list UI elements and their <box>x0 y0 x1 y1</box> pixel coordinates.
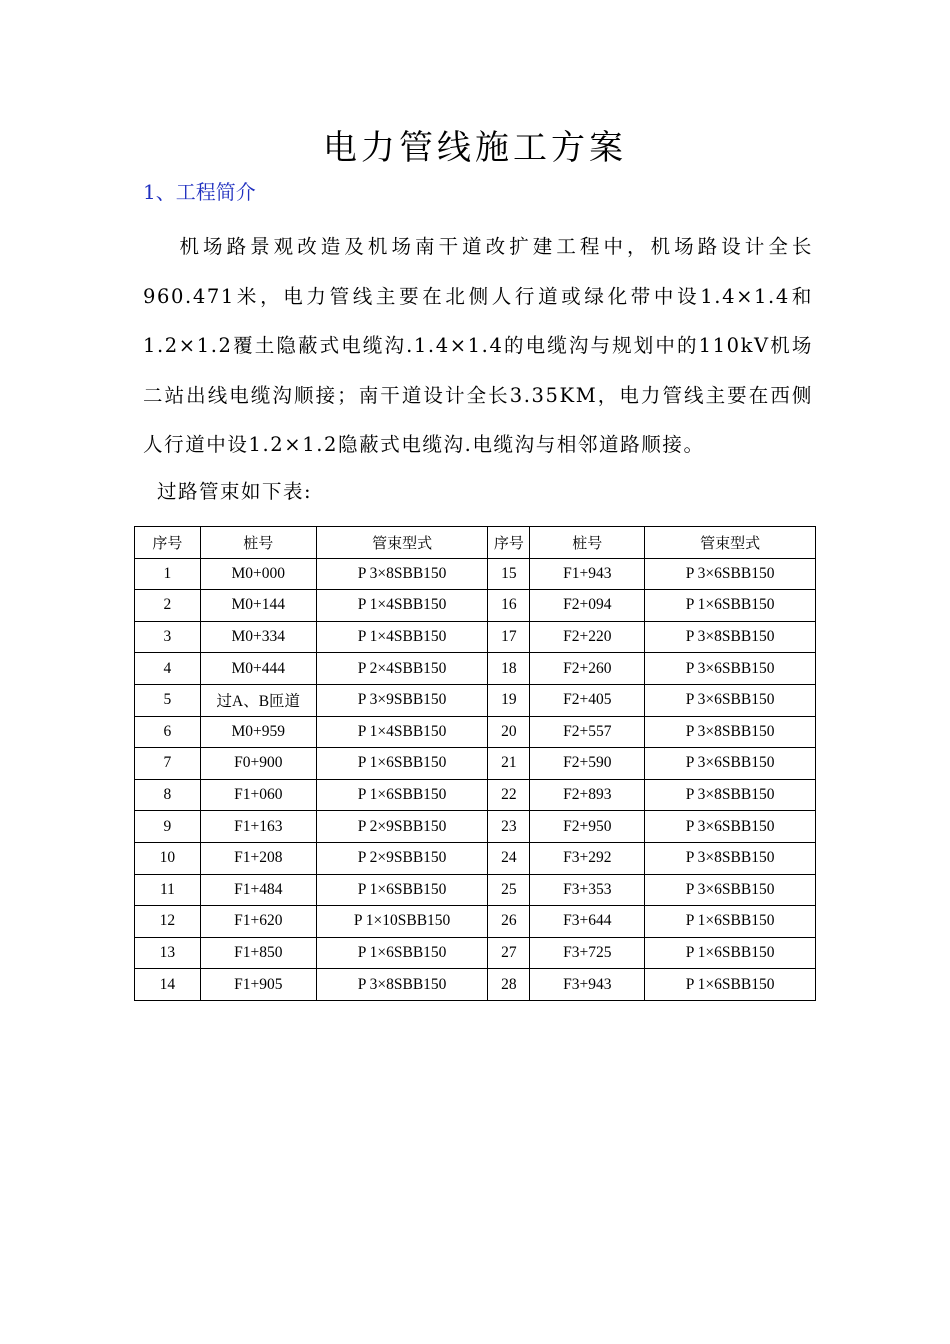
cell-duct-type: P 3×6SBB150 <box>645 653 816 685</box>
cell-duct-type: P 1×6SBB150 <box>645 937 816 969</box>
cell-duct-type: P 2×4SBB150 <box>316 653 488 685</box>
cell-seq: 11 <box>135 874 201 906</box>
table-body <box>135 558 816 1000</box>
cell-station: M0+000 <box>200 558 316 590</box>
table-intro: 过路管束如下表: <box>157 480 313 503</box>
cell-seq: 15 <box>488 558 530 590</box>
cell-duct-type: P 1×4SBB150 <box>316 590 488 622</box>
cell-seq: 24 <box>488 842 530 874</box>
cell-station: M0+444 <box>200 653 316 685</box>
cell-duct-type: P 3×6SBB150 <box>645 811 816 843</box>
cell-seq: 16 <box>488 590 530 622</box>
table-row <box>135 748 816 780</box>
cell-station: F2+405 <box>530 684 645 716</box>
cell-station: F1+484 <box>200 874 316 906</box>
cell-seq: 6 <box>135 716 201 748</box>
cell-duct-type: P 1×6SBB150 <box>645 590 816 622</box>
cell-station: F1+905 <box>200 969 316 1001</box>
cell-seq: 12 <box>135 906 201 938</box>
cell-station: F2+220 <box>530 621 645 653</box>
cell-duct-type: P 3×8SBB150 <box>645 779 816 811</box>
cell-seq: 27 <box>488 937 530 969</box>
cell-duct-type: P 1×6SBB150 <box>316 937 488 969</box>
cell-duct-type: P 3×6SBB150 <box>645 874 816 906</box>
cell-seq: 8 <box>135 779 201 811</box>
cell-seq: 2 <box>135 590 201 622</box>
table-row <box>135 558 816 590</box>
cell-seq: 17 <box>488 621 530 653</box>
cell-station: F1+208 <box>200 842 316 874</box>
cell-station: M0+959 <box>200 716 316 748</box>
cell-seq: 18 <box>488 653 530 685</box>
header-duct-type: 管束型式 <box>645 527 816 559</box>
cell-station: M0+334 <box>200 621 316 653</box>
header-seq: 序号 <box>135 527 201 559</box>
cell-station: F1+620 <box>200 906 316 938</box>
cell-seq: 25 <box>488 874 530 906</box>
table-row <box>135 937 816 969</box>
header-seq: 序号 <box>488 527 530 559</box>
table-row <box>135 716 816 748</box>
cell-duct-type: P 3×8SBB150 <box>316 969 488 1001</box>
cell-station: F0+900 <box>200 748 316 780</box>
cell-seq: 5 <box>135 684 201 716</box>
table-row <box>135 779 816 811</box>
cell-station: F1+163 <box>200 811 316 843</box>
cell-station: F1+060 <box>200 779 316 811</box>
cell-station: M0+144 <box>200 590 316 622</box>
table-row <box>135 811 816 843</box>
header-duct-type: 管束型式 <box>316 527 488 559</box>
cell-duct-type: P 1×10SBB150 <box>316 906 488 938</box>
cell-seq: 26 <box>488 906 530 938</box>
crossing-duct-table <box>134 526 816 1001</box>
header-station: 桩号 <box>530 527 645 559</box>
cell-seq: 7 <box>135 748 201 780</box>
cell-seq: 13 <box>135 937 201 969</box>
cell-station: F3+725 <box>530 937 645 969</box>
cell-station: F3+353 <box>530 874 645 906</box>
cell-seq: 22 <box>488 779 530 811</box>
cell-station: F1+943 <box>530 558 645 590</box>
cell-seq: 9 <box>135 811 201 843</box>
cell-duct-type: P 1×6SBB150 <box>645 906 816 938</box>
cell-station: 过A、B匝道 <box>200 684 316 716</box>
cell-duct-type: P 3×8SBB150 <box>316 558 488 590</box>
cell-duct-type: P 1×4SBB150 <box>316 621 488 653</box>
table-header-row <box>135 527 816 559</box>
table-row <box>135 684 816 716</box>
cell-duct-type: P 3×8SBB150 <box>645 842 816 874</box>
cell-duct-type: P 1×6SBB150 <box>316 779 488 811</box>
cell-station: F1+850 <box>200 937 316 969</box>
cell-station: F2+590 <box>530 748 645 780</box>
cell-station: F3+943 <box>530 969 645 1001</box>
cell-station: F3+644 <box>530 906 645 938</box>
table-row <box>135 969 816 1001</box>
cell-seq: 3 <box>135 621 201 653</box>
cell-duct-type: P 3×9SBB150 <box>316 684 488 716</box>
cell-duct-type: P 1×6SBB150 <box>645 969 816 1001</box>
cell-duct-type: P 3×6SBB150 <box>645 748 816 780</box>
table-row <box>135 590 816 622</box>
cell-duct-type: P 1×6SBB150 <box>316 874 488 906</box>
cell-seq: 20 <box>488 716 530 748</box>
table-row <box>135 874 816 906</box>
cell-seq: 21 <box>488 748 530 780</box>
cell-duct-type: P 3×6SBB150 <box>645 558 816 590</box>
cell-duct-type: P 3×8SBB150 <box>645 621 816 653</box>
table-row <box>135 653 816 685</box>
cell-station: F3+292 <box>530 842 645 874</box>
cell-seq: 19 <box>488 684 530 716</box>
cell-seq: 4 <box>135 653 201 685</box>
table-row <box>135 842 816 874</box>
project-description-text: 机场路景观改造及机场南干道改扩建工程中，机场路设计全长960.471米，电力管线主要在北侧人行道或绿化带中设1.4×1.4和1.2×1.2覆土隐蔽式电缆沟.1.4×1.4的电缆沟与规划中的110kV机场二站出线电缆沟顺接；南干道设计全长3.35KM，电力管线主要在西侧人行道中设1.2×1.2隐蔽式电缆沟.电缆沟与相邻道路顺接。 <box>143 235 813 456</box>
header-station: 桩号 <box>200 527 316 559</box>
cell-seq: 14 <box>135 969 201 1001</box>
cell-station: F2+260 <box>530 653 645 685</box>
cell-station: F2+094 <box>530 590 645 622</box>
cell-duct-type: P 2×9SBB150 <box>316 811 488 843</box>
cell-duct-type: P 2×9SBB150 <box>316 842 488 874</box>
cell-duct-type: P 3×8SBB150 <box>645 716 816 748</box>
cell-station: F2+950 <box>530 811 645 843</box>
cell-station: F2+893 <box>530 779 645 811</box>
cell-seq: 28 <box>488 969 530 1001</box>
cell-station: F2+557 <box>530 716 645 748</box>
project-description <box>143 222 813 470</box>
cell-duct-type: P 1×4SBB150 <box>316 716 488 748</box>
cell-duct-type: P 1×6SBB150 <box>316 748 488 780</box>
cell-seq: 23 <box>488 811 530 843</box>
table-row <box>135 621 816 653</box>
section-heading: 1、工程简介 <box>143 180 256 204</box>
cell-seq: 1 <box>135 558 201 590</box>
table-row <box>135 906 816 938</box>
document-title: 电力管线施工方案 <box>323 128 627 168</box>
cell-duct-type: P 3×6SBB150 <box>645 684 816 716</box>
cell-seq: 10 <box>135 842 201 874</box>
